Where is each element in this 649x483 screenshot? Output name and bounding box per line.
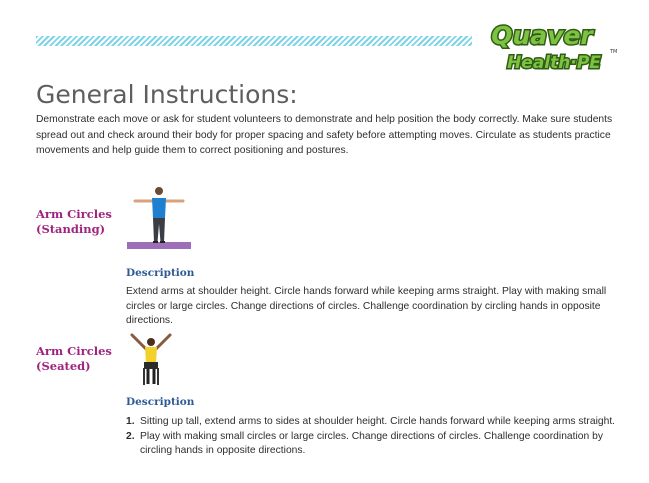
seated-arm-circles-image [124, 332, 178, 388]
list-item [126, 415, 622, 430]
step-text: Sitting up tall, extend arms to sides at shoulder height. Circle hands forward while keeping arms straight. [140, 416, 616, 427]
move-title-line1: Arm Circles [36, 344, 112, 358]
intro-paragraph: Demonstrate each move or ask for student volunteers to demonstrate and help position the body correctly. Make sure students spread out and check around their body for proper spacing and safety before attempting moves. Circulate as students practice movements and help guide them to correct positioning and postures. [36, 114, 613, 156]
move-title-standing [36, 207, 112, 237]
decorative-stripe [36, 36, 472, 46]
exercise-mat [127, 242, 191, 249]
list-item [126, 430, 622, 459]
move-title-line2: (Seated) [36, 359, 91, 373]
steps-list-seated [126, 415, 622, 459]
move-title-line1: Arm Circles [36, 207, 112, 221]
page-title: General Instructions: [36, 80, 298, 109]
logo-health-pe-text [507, 53, 601, 73]
move-title-seated [36, 344, 112, 374]
svg-text:Health·PE: Health·PE [507, 53, 601, 73]
step-text: Play with making small circles or large circles. Change directions of circles. Challenge coordination by circling hands in opposite directions. [140, 430, 603, 456]
svg-text:Quaver: Quaver [491, 21, 593, 50]
logo-quaver-text [491, 21, 594, 50]
description-heading-seated: Description [126, 396, 195, 408]
step-number: 2. [126, 430, 135, 442]
step-number: 1. [126, 416, 135, 427]
quaver-health-pe-logo [478, 18, 618, 76]
description-text-standing: Extend arms at shoulder height. Circle hands forward while keeping arms straight. Play with making small circles or large circles. Change directions of circles. Challenge coordination by circling hands in opposite directions. [126, 286, 607, 326]
standing-arm-circles-image [124, 184, 194, 254]
logo-trademark: TM [610, 49, 618, 55]
description-heading-standing: Description [126, 267, 195, 279]
move-title-line2: (Standing) [36, 222, 106, 236]
